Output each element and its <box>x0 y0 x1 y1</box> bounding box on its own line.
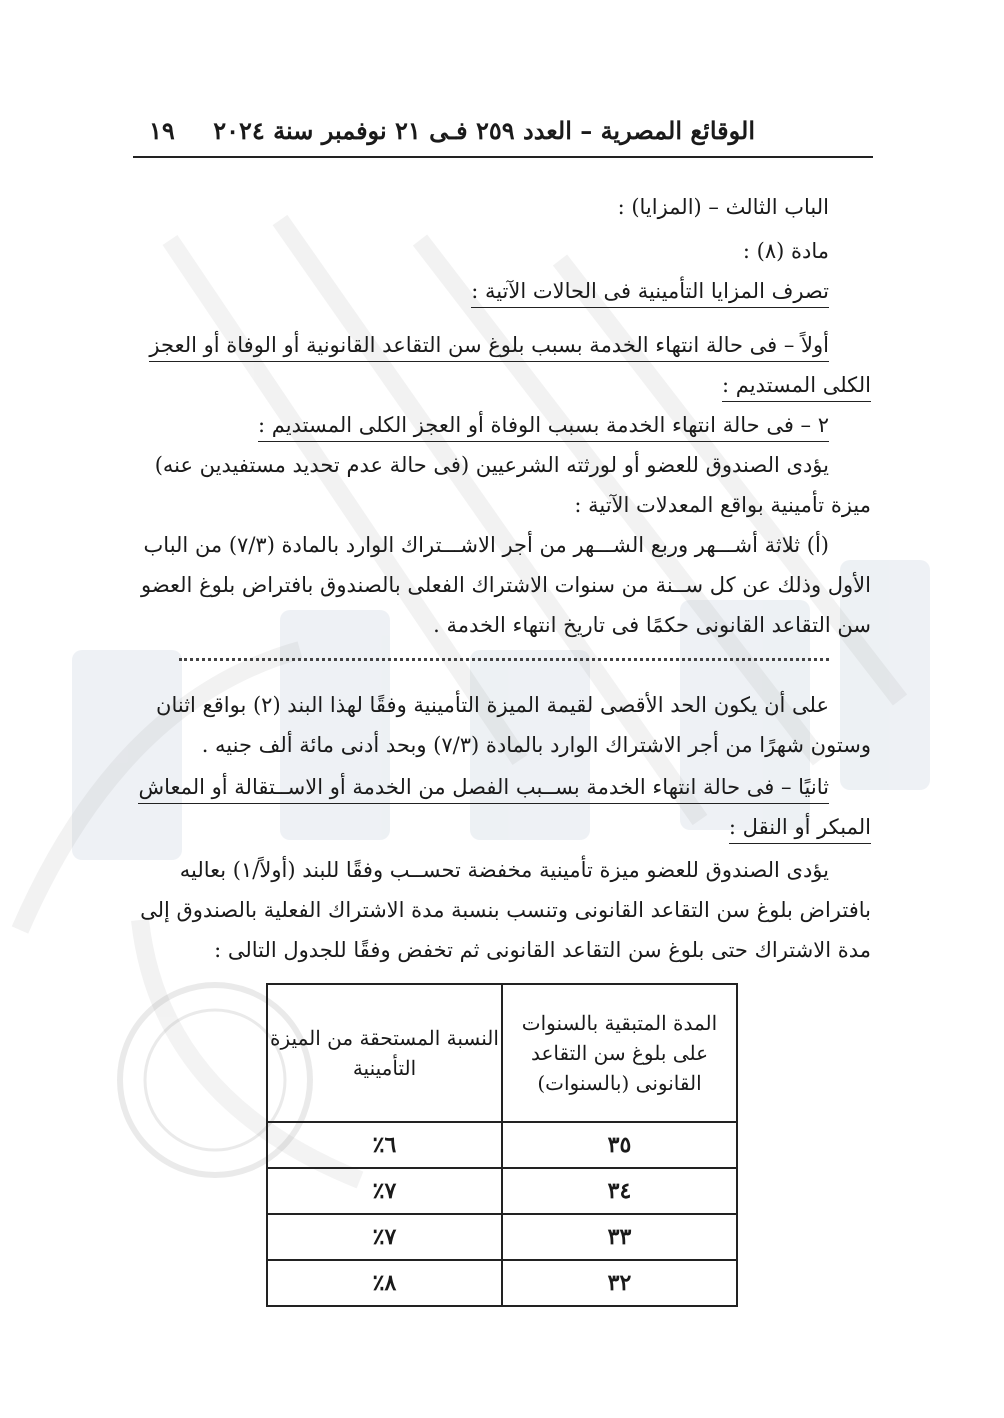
percent-column-header: النسبة المستحقة من الميزة التأمينية <box>267 984 502 1122</box>
percent-cell: ٧٪ <box>267 1168 502 1214</box>
table-row <box>267 1168 737 1214</box>
years-cell: ٣٤ <box>502 1168 737 1214</box>
max-value-line-1: على أن يكون الحد الأقصى لقيمة الميزة التأمينية وفقًا لهذا البند (٢) بواقع اثنان <box>156 693 829 717</box>
table-row <box>267 1122 737 1168</box>
page-number: ١٩ <box>149 116 175 145</box>
gazette-title: الوقائع المصرية – العدد ٢٥٩ فـى ٢١ نوفمبر سنة ٢٠٢٤ <box>213 116 755 145</box>
percent-cell: ٧٪ <box>267 1214 502 1260</box>
table-row <box>267 1260 737 1306</box>
item2-paragraph-line-1: يؤدى الصندوق للعضو أو لورثته الشرعيين (فى حالة عدم تحديد مستفيدين عنه) <box>154 453 829 477</box>
first-case-line-2: الكلى المستديم : <box>722 370 871 402</box>
clause-a-line-2: الأول وذلك عن كل ســنة من سنوات الاشتراك الفعلى بالصندوق بافتراض بلوغ العضو <box>140 573 871 597</box>
page-header <box>133 112 873 158</box>
article-intro: تصرف المزايا التأمينية فى الحالات الآتية : <box>471 276 829 308</box>
item2-heading: ٢ – فى حالة انتهاء الخدمة بسبب الوفاة أو العجز الكلى المستديم : <box>258 410 829 442</box>
max-value-line-2: وستون شهرًا من أجر الاشتراك الوارد بالمادة (٧/٣) وبحد أدنى مائة ألف جنيه . <box>201 733 871 757</box>
first-case-line-1: أولاً – فى حالة انتهاء الخدمة بسبب بلوغ سن التقاعد القانونية أو الوفاة أو العجز <box>149 330 829 362</box>
item2-paragraph-line-2: ميزة تأمينية بواقع المعدلات الآتية : <box>574 493 871 517</box>
clause-a-line-1: (أ) ثلاثة أشـــهر وربع الشـــهر من أجر الاشـــتراك الوارد بالمادة (٧/٣) من الباب <box>143 533 829 557</box>
second-case-line-2: المبكر أو النقل : <box>729 812 871 844</box>
years-column-header: المدة المتبقية بالسنوات على بلوغ سن التقاعد القانونى (بالسنوات) <box>502 984 737 1122</box>
percent-cell: ٨٪ <box>267 1260 502 1306</box>
table-row <box>267 1214 737 1260</box>
reduced-benefit-line-2: بافتراض بلوغ سن التقاعد القانونى وتنسب بنسبة مدة الاشتراك الفعلية بالصندوق إلى <box>140 898 871 922</box>
table-header-row <box>267 984 737 1122</box>
clause-a-line-3: سن التقاعد القانونى حكمًا فى تاريخ انتهاء الخدمة . <box>433 613 871 637</box>
reduction-table <box>266 983 738 1307</box>
article-heading: مادة (٨) : <box>742 239 829 263</box>
omission-dots <box>179 648 829 661</box>
reduced-benefit-line-1: يؤدى الصندوق للعضو ميزة تأمينية مخفضة تحســب وفقًا للبند (أولاً/١) بعاليه <box>179 858 829 882</box>
second-case-line-1: ثانيًا – فى حالة انتهاء الخدمة بســبب الفصل من الخدمة أو الاســتقالة أو المعاش <box>138 772 829 804</box>
chapter-heading: الباب الثالث – (المزايا) : <box>617 195 829 219</box>
reduced-benefit-line-3: مدة الاشتراك حتى بلوغ سن التقاعد القانونى ثم تخفض وفقًا للجدول التالى : <box>214 938 871 962</box>
years-cell: ٣٥ <box>502 1122 737 1168</box>
percent-cell: ٦٪ <box>267 1122 502 1168</box>
years-cell: ٣٣ <box>502 1214 737 1260</box>
years-cell: ٣٢ <box>502 1260 737 1306</box>
